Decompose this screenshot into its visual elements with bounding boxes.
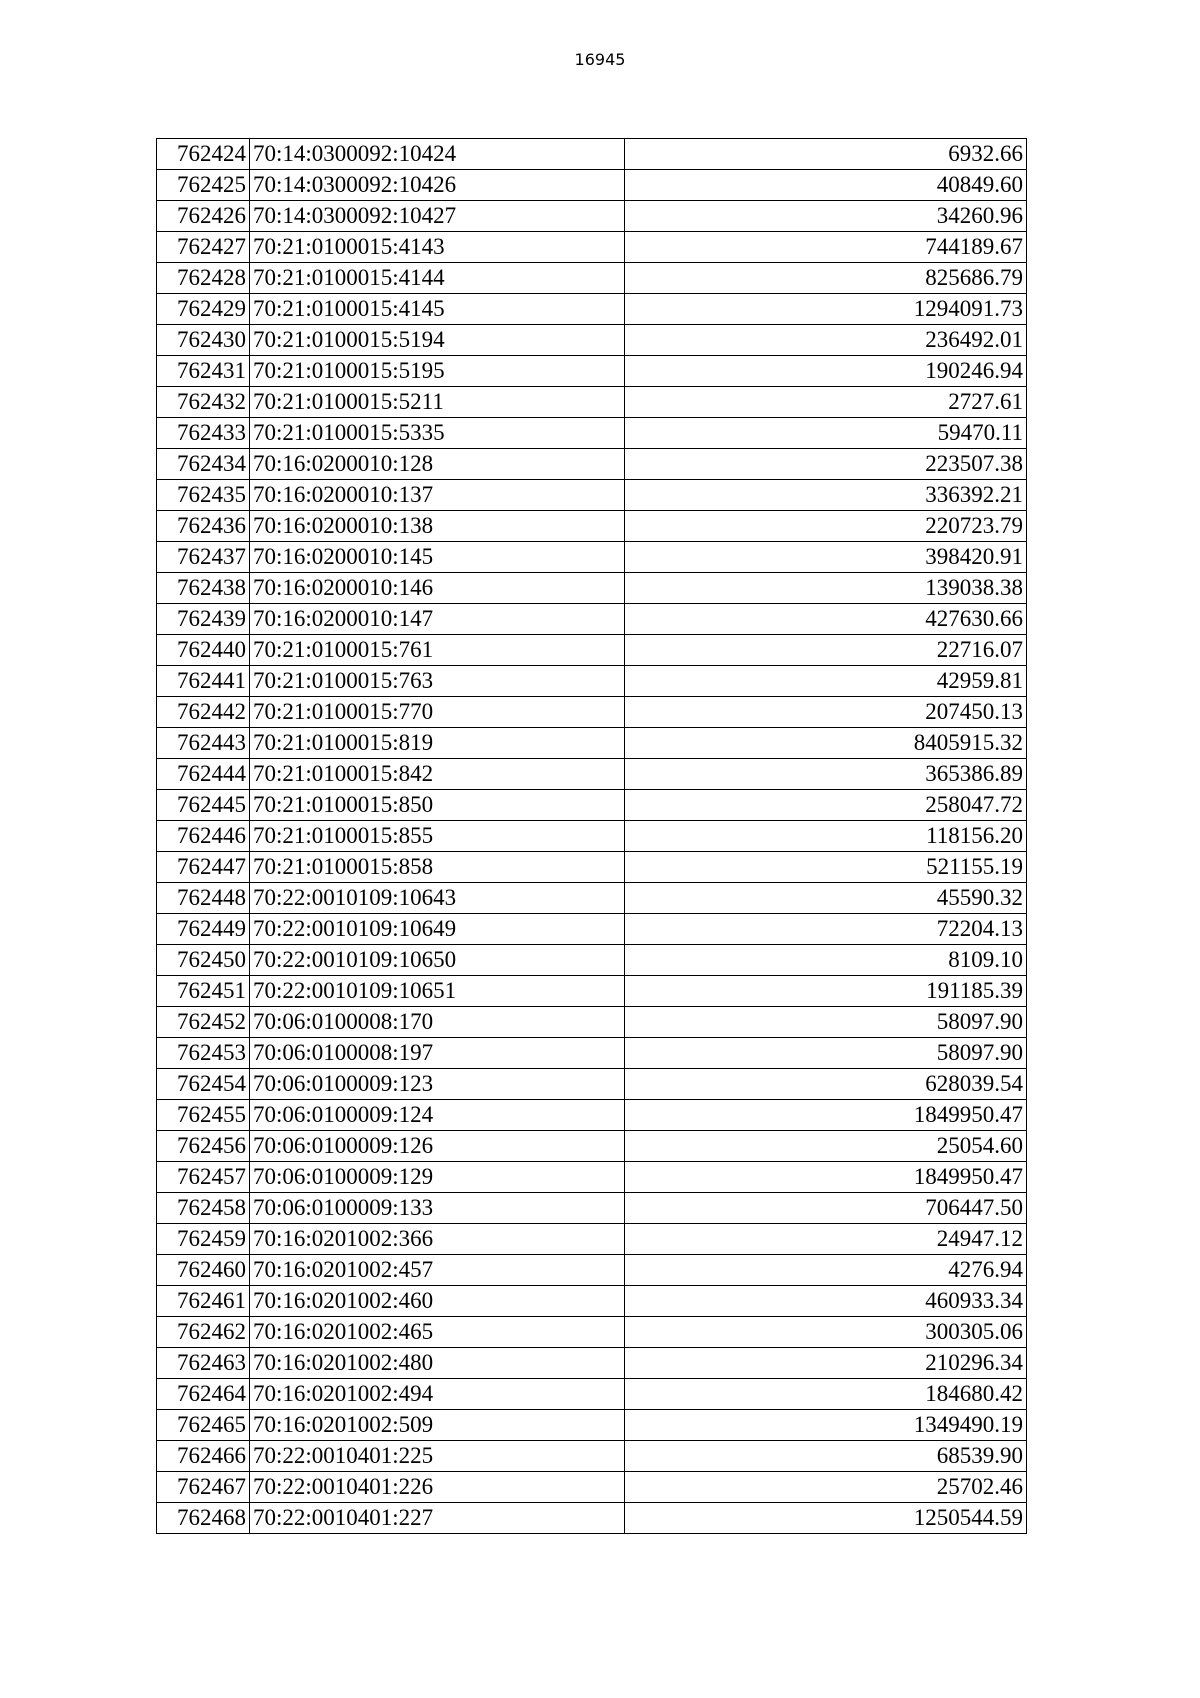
row-id-cell: 762444 [157,759,250,790]
cadastral-number-cell: 70:22:0010109:10643 [250,883,625,914]
cadastral-value-cell: 1250544.59 [625,1503,1027,1534]
table-row [157,1317,1027,1348]
row-id-cell: 762434 [157,449,250,480]
row-id-cell: 762448 [157,883,250,914]
cadastral-value-cell: 365386.89 [625,759,1027,790]
cadastral-number-cell: 70:16:0200010:147 [250,604,625,635]
cadastral-value-cell: 236492.01 [625,325,1027,356]
table-row [157,1348,1027,1379]
table-row [157,1503,1027,1534]
row-id-cell: 762441 [157,666,250,697]
row-id-cell: 762466 [157,1441,250,1472]
row-id-cell: 762450 [157,945,250,976]
table-row [157,139,1027,170]
row-id-cell: 762449 [157,914,250,945]
cadastral-number-cell: 70:21:0100015:842 [250,759,625,790]
table-row [157,976,1027,1007]
cadastral-value-cell: 191185.39 [625,976,1027,1007]
row-id-cell: 762455 [157,1100,250,1131]
row-id-cell: 762426 [157,201,250,232]
cadastral-number-cell: 70:06:0100008:170 [250,1007,625,1038]
table-row [157,790,1027,821]
table-row [157,945,1027,976]
cadastral-value-cell: 521155.19 [625,852,1027,883]
cadastral-number-cell: 70:06:0100009:123 [250,1069,625,1100]
cadastral-value-cell: 258047.72 [625,790,1027,821]
cadastral-number-cell: 70:21:0100015:763 [250,666,625,697]
cadastral-number-cell: 70:22:0010401:227 [250,1503,625,1534]
row-id-cell: 762430 [157,325,250,356]
table-row [157,666,1027,697]
cadastral-value-cell: 300305.06 [625,1317,1027,1348]
row-id-cell: 762454 [157,1069,250,1100]
table-row [157,914,1027,945]
cadastral-number-cell: 70:16:0201002:494 [250,1379,625,1410]
cadastral-value-cell: 825686.79 [625,263,1027,294]
row-id-cell: 762465 [157,1410,250,1441]
table-row [157,449,1027,480]
cadastral-value-cell: 58097.90 [625,1038,1027,1069]
cadastral-value-cell: 1294091.73 [625,294,1027,325]
row-id-cell: 762433 [157,418,250,449]
table-row [157,1131,1027,1162]
row-id-cell: 762457 [157,1162,250,1193]
cadastral-number-cell: 70:06:0100009:133 [250,1193,625,1224]
table-row [157,356,1027,387]
cadastral-number-cell: 70:16:0200010:146 [250,573,625,604]
cadastral-value-cell: 40849.60 [625,170,1027,201]
row-id-cell: 762452 [157,1007,250,1038]
cadastral-number-cell: 70:21:0100015:5195 [250,356,625,387]
row-id-cell: 762436 [157,511,250,542]
row-id-cell: 762447 [157,852,250,883]
cadastral-value-cell: 190246.94 [625,356,1027,387]
cadastral-value-cell: 427630.66 [625,604,1027,635]
cadastral-number-cell: 70:22:0010109:10649 [250,914,625,945]
cadastral-value-cell: 6932.66 [625,139,1027,170]
cadastral-value-cell: 460933.34 [625,1286,1027,1317]
cadastral-number-cell: 70:06:0100009:124 [250,1100,625,1131]
cadastral-number-cell: 70:21:0100015:819 [250,728,625,759]
row-id-cell: 762446 [157,821,250,852]
row-id-cell: 762451 [157,976,250,1007]
row-id-cell: 762462 [157,1317,250,1348]
cadastral-value-cell: 59470.11 [625,418,1027,449]
table-row [157,604,1027,635]
cadastral-value-cell: 58097.90 [625,1007,1027,1038]
table-row [157,728,1027,759]
cadastral-value-cell: 4276.94 [625,1255,1027,1286]
cadastral-value-cell: 1849950.47 [625,1162,1027,1193]
cadastral-number-cell: 70:06:0100008:197 [250,1038,625,1069]
table-row [157,1100,1027,1131]
cadastral-number-cell: 70:21:0100015:5194 [250,325,625,356]
row-id-cell: 762440 [157,635,250,666]
cadastral-value-cell: 118156.20 [625,821,1027,852]
cadastral-number-cell: 70:16:0200010:138 [250,511,625,542]
cadastral-number-cell: 70:21:0100015:5335 [250,418,625,449]
row-id-cell: 762443 [157,728,250,759]
row-id-cell: 762445 [157,790,250,821]
row-id-cell: 762424 [157,139,250,170]
row-id-cell: 762460 [157,1255,250,1286]
cadastral-value-cell: 34260.96 [625,201,1027,232]
cadastral-value-cell: 8405915.32 [625,728,1027,759]
cadastral-value-cell: 2727.61 [625,387,1027,418]
cadastral-number-cell: 70:14:0300092:10427 [250,201,625,232]
row-id-cell: 762442 [157,697,250,728]
cadastral-value-cell: 24947.12 [625,1224,1027,1255]
row-id-cell: 762461 [157,1286,250,1317]
table-body [157,139,1027,1534]
table-row [157,170,1027,201]
cadastral-number-cell: 70:16:0201002:465 [250,1317,625,1348]
cadastral-value-cell: 1849950.47 [625,1100,1027,1131]
table-row [157,1379,1027,1410]
cadastral-value-cell: 744189.67 [625,232,1027,263]
row-id-cell: 762468 [157,1503,250,1534]
table-row [157,1255,1027,1286]
cadastral-value-cell: 8109.10 [625,945,1027,976]
row-id-cell: 762425 [157,170,250,201]
cadastral-number-cell: 70:16:0201002:366 [250,1224,625,1255]
table-row [157,1224,1027,1255]
cadastral-value-table [156,138,1027,1534]
table-row [157,325,1027,356]
table-row [157,1441,1027,1472]
cadastral-number-cell: 70:21:0100015:5211 [250,387,625,418]
cadastral-number-cell: 70:21:0100015:855 [250,821,625,852]
cadastral-value-cell: 184680.42 [625,1379,1027,1410]
table-row [157,883,1027,914]
cadastral-number-cell: 70:21:0100015:4144 [250,263,625,294]
table-row [157,1410,1027,1441]
cadastral-value-cell: 42959.81 [625,666,1027,697]
cadastral-number-cell: 70:14:0300092:10426 [250,170,625,201]
cadastral-value-cell: 628039.54 [625,1069,1027,1100]
cadastral-number-cell: 70:21:0100015:761 [250,635,625,666]
cadastral-number-cell: 70:16:0200010:137 [250,480,625,511]
row-id-cell: 762463 [157,1348,250,1379]
cadastral-value-cell: 22716.07 [625,635,1027,666]
row-id-cell: 762432 [157,387,250,418]
cadastral-number-cell: 70:21:0100015:858 [250,852,625,883]
cadastral-number-cell: 70:14:0300092:10424 [250,139,625,170]
table-row [157,635,1027,666]
row-id-cell: 762453 [157,1038,250,1069]
cadastral-number-cell: 70:22:0010401:225 [250,1441,625,1472]
cadastral-value-cell: 139038.38 [625,573,1027,604]
cadastral-number-cell: 70:22:0010109:10650 [250,945,625,976]
table-row [157,821,1027,852]
cadastral-number-cell: 70:06:0100009:129 [250,1162,625,1193]
cadastral-number-cell: 70:21:0100015:4145 [250,294,625,325]
table-row [157,1007,1027,1038]
row-id-cell: 762437 [157,542,250,573]
table-row [157,387,1027,418]
table-row [157,1038,1027,1069]
table-row [157,511,1027,542]
cadastral-value-cell: 68539.90 [625,1441,1027,1472]
table-row [157,201,1027,232]
table-row [157,1069,1027,1100]
cadastral-value-cell: 398420.91 [625,542,1027,573]
cadastral-value-cell: 72204.13 [625,914,1027,945]
table-row [157,697,1027,728]
cadastral-number-cell: 70:16:0201002:509 [250,1410,625,1441]
cadastral-number-cell: 70:06:0100009:126 [250,1131,625,1162]
row-id-cell: 762439 [157,604,250,635]
cadastral-number-cell: 70:21:0100015:4143 [250,232,625,263]
table-row [157,759,1027,790]
page-number: 16945 [574,50,626,69]
cadastral-value-cell: 25702.46 [625,1472,1027,1503]
cadastral-number-cell: 70:16:0200010:128 [250,449,625,480]
row-id-cell: 762459 [157,1224,250,1255]
cadastral-number-cell: 70:22:0010401:226 [250,1472,625,1503]
row-id-cell: 762429 [157,294,250,325]
table-row [157,294,1027,325]
row-id-cell: 762456 [157,1131,250,1162]
cadastral-value-cell: 706447.50 [625,1193,1027,1224]
table-row [157,573,1027,604]
table-row [157,542,1027,573]
cadastral-number-cell: 70:16:0200010:145 [250,542,625,573]
cadastral-value-cell: 1349490.19 [625,1410,1027,1441]
cadastral-value-cell: 207450.13 [625,697,1027,728]
table-row [157,232,1027,263]
table-row [157,1193,1027,1224]
row-id-cell: 762435 [157,480,250,511]
cadastral-number-cell: 70:22:0010109:10651 [250,976,625,1007]
table-row [157,1286,1027,1317]
table-row [157,852,1027,883]
row-id-cell: 762458 [157,1193,250,1224]
row-id-cell: 762431 [157,356,250,387]
row-id-cell: 762464 [157,1379,250,1410]
cadastral-number-cell: 70:16:0201002:457 [250,1255,625,1286]
cadastral-value-cell: 223507.38 [625,449,1027,480]
row-id-cell: 762438 [157,573,250,604]
cadastral-number-cell: 70:21:0100015:850 [250,790,625,821]
table-row [157,418,1027,449]
table-row [157,263,1027,294]
cadastral-number-cell: 70:16:0201002:460 [250,1286,625,1317]
row-id-cell: 762467 [157,1472,250,1503]
table-row [157,1162,1027,1193]
cadastral-value-cell: 45590.32 [625,883,1027,914]
cadastral-value-cell: 210296.34 [625,1348,1027,1379]
cadastral-value-cell: 220723.79 [625,511,1027,542]
table-row [157,480,1027,511]
cadastral-number-cell: 70:16:0201002:480 [250,1348,625,1379]
table-row [157,1472,1027,1503]
cadastral-value-cell: 25054.60 [625,1131,1027,1162]
cadastral-number-cell: 70:21:0100015:770 [250,697,625,728]
cadastral-value-cell: 336392.21 [625,480,1027,511]
row-id-cell: 762428 [157,263,250,294]
row-id-cell: 762427 [157,232,250,263]
